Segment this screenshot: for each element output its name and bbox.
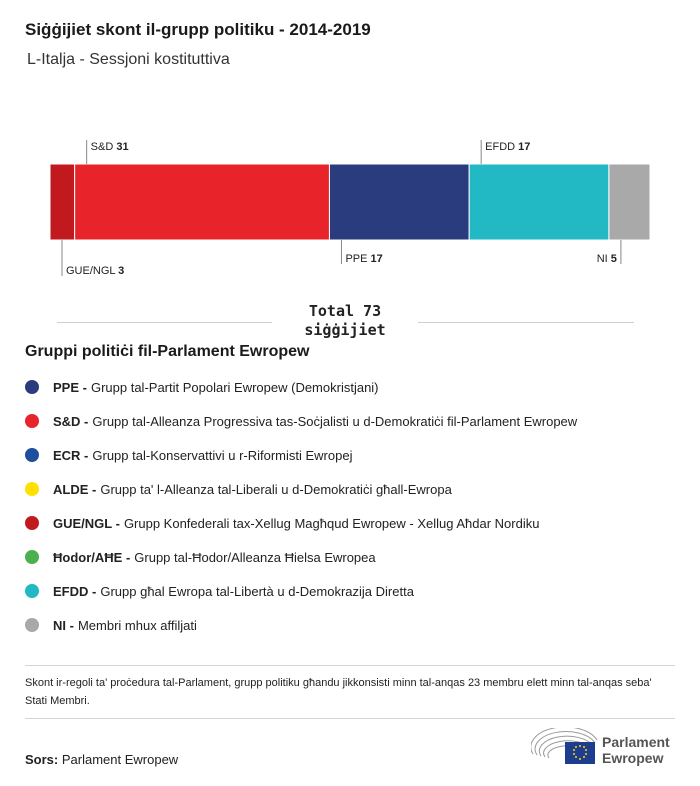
data-label-value: 3: [118, 265, 125, 277]
total-seats: [272, 302, 418, 340]
divider-bottom: [25, 718, 675, 719]
logo-text: [602, 734, 670, 766]
legend-desc: Grupp tal-Ħodor/Alleanza Ħielsa Ewropea: [134, 549, 376, 565]
legend-dot-icon: [25, 516, 39, 530]
legend-dot-icon: [25, 584, 39, 598]
legend-abbr: GUE/NGL -: [53, 515, 120, 531]
footnote: Skont ir-regoli ta' proċedura tal-Parlament, grupp politiku għandu jikkonsisti minn tal-anqas 23 membru elett minn tal-anqas seba' Stati Membri.: [25, 677, 652, 707]
legend-dot-icon: [25, 482, 39, 496]
bar-segment: [75, 164, 330, 240]
data-label-name: NI: [596, 253, 611, 265]
legend-dot-icon: [25, 618, 39, 632]
bar-segment: [329, 164, 469, 240]
data-label-name: S&D: [90, 141, 117, 153]
data-label-value: 31: [116, 141, 129, 153]
data-label: [66, 265, 124, 277]
legend-title: Gruppi politiċi fil-Parlament Ewropew: [25, 343, 310, 360]
stacked-bar-chart: [0, 0, 700, 300]
data-label: [597, 253, 617, 265]
divider-top: [25, 665, 675, 666]
logo-line1: Parlament: [602, 734, 670, 750]
total-label: Total 73: [308, 302, 382, 320]
source-value: Parlament Ewropew: [61, 752, 179, 767]
legend-item: [25, 438, 577, 472]
legend-abbr: S&D -: [53, 413, 89, 429]
legend-dot-icon: [25, 414, 39, 428]
legend-item: [25, 540, 577, 574]
legend-desc: Membri mhux affiljati: [77, 617, 197, 633]
legend: [25, 370, 577, 642]
legend-desc: Grupp tal-Konservattivi u r-Riformisti Ewropej: [92, 447, 353, 463]
total-rule-right: [418, 322, 634, 323]
data-label-name: GUE/NGL: [66, 265, 119, 277]
data-label-name: PPE: [345, 253, 371, 265]
legend-dot-icon: [25, 550, 39, 564]
legend-item: [25, 404, 577, 438]
data-label-value: 17: [370, 253, 383, 265]
legend-abbr: ALDE -: [53, 481, 97, 497]
bar-segment: [609, 164, 650, 240]
legend-abbr: EFDD -: [53, 583, 97, 599]
legend-abbr: ECR -: [53, 447, 89, 463]
legend-dot-icon: [25, 448, 39, 462]
legend-desc: Grupp ta' l-Alleanza tal-Liberali u d-Demokratiċi għall-Ewropa: [100, 481, 452, 497]
source: [25, 752, 178, 767]
data-label-value: 5: [610, 253, 617, 265]
legend-item: [25, 370, 577, 404]
legend-item: [25, 574, 577, 608]
legend-desc: Grupp tal-Alleanza Progressiva tas-Soċjalisti u d-Demokratiċi fil-Parlament Ewropew: [92, 413, 578, 429]
source-label: Sors:: [25, 752, 59, 767]
chart-title: Siġġijiet skont il-grupp politiku - 2014-2019: [25, 20, 371, 39]
data-label-name: EFDD: [485, 141, 519, 153]
legend-dot-icon: [25, 380, 39, 394]
legend-abbr: NI -: [53, 617, 74, 633]
data-label-value: 17: [518, 141, 531, 153]
legend-item: [25, 608, 577, 642]
legend-item: [25, 472, 577, 506]
data-label: [485, 141, 530, 153]
logo-line2: Ewropew: [602, 750, 664, 766]
total-rule-left: [57, 322, 272, 323]
legend-abbr: Ħodor/AĦE -: [53, 549, 131, 565]
legend-item: [25, 506, 577, 540]
legend-desc: Grupp għal Ewropa tal-Libertà u d-Demokrazija Diretta: [100, 583, 414, 599]
legend-abbr: PPE -: [53, 379, 87, 395]
total-unit: siġġijiet: [304, 321, 386, 339]
chart-subtitle: L-Italja - Sessjoni kostituttiva: [27, 51, 230, 68]
legend-desc: Grupp tal-Partit Popolari Ewropew (Demokristjani): [90, 379, 379, 395]
data-label: [91, 141, 129, 153]
data-label: [345, 253, 382, 265]
legend-desc: Grupp Konfederali tax-Xellug Magħqud Ewropew - Xellug Aħdar Nordiku: [123, 515, 540, 531]
bar-segment: [50, 164, 75, 240]
bar-segment: [469, 164, 609, 240]
